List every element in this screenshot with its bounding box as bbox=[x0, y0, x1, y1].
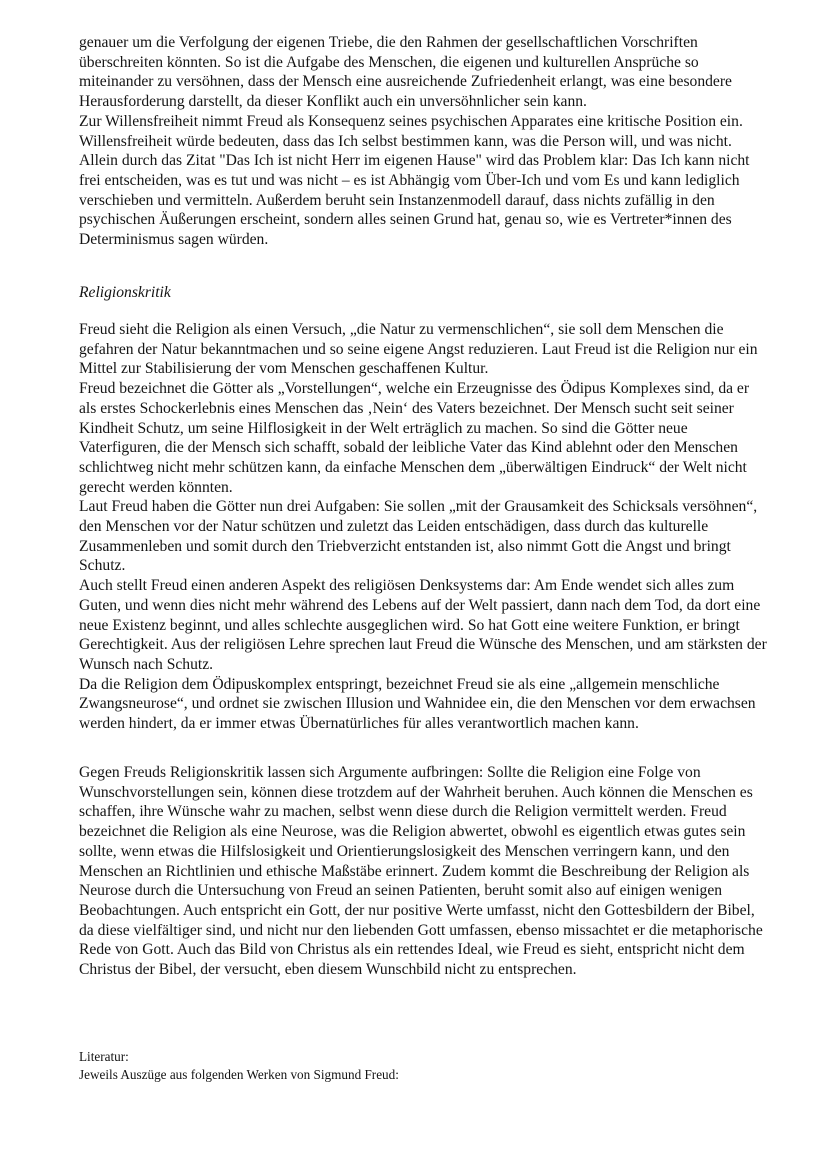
religion-paragraph-5: Da die Religion dem Ödipuskomplex entspringt, bezeichnet Freud sie als eine „allgemein menschliche Zwangsneurose“, und ordnet sie zwischen Illusion und Wahnidee ein, die den Menschen vor dem erwachsen werden hindert, da er immer etwas Übernatürliches für alles verantwortlich machen kann. bbox=[79, 675, 756, 733]
critique-paragraph: Gegen Freuds Religionskritik lassen sich Argumente aufbringen: Sollte die Religion eine Folge von Wunschvorstellungen sein, können diese trotzdem auf der Wahrheit beruhen. Auch können die Menschen es schaffen, ihre Wünsche wahr zu machen, selbst wenn diese durch die Religion vermittelt werden. Freud bezeichnet die Religion als eine Neurose, was die Religion abwertet, obwohl es eigentlich etwas gutes sein sollte, wenn etwas die Hilfslosigkeit und Orientierungslosigkeit des Menschen verringern kann, und den Menschen an Richtlinien und ethische Maßstäbe erinnert. Zudem kommt die Beschreibung der Religion als Neurose durch die Untersuchung von Freud an seinen Patienten, beruht somit also auf einigen wenigen Beobachtungen. Auch entspricht ein Gott, der nur positive Werte umfasst, nicht den Gottesbildern der Bibel, da diese vielfältiger sind, und nicht nur den liebenden Gott umfassen, ebenso missachtet er die metaphorische Rede von Gott. Auch das Bild von Christus als ein rettendes Ideal, wie Freud es sieht, entspricht nicht dem Christus der Bibel, der versucht, eben diesem Wunschbild nicht zu entsprechen. bbox=[79, 764, 763, 979]
intro-section bbox=[79, 33, 769, 250]
religion-paragraph-4: Auch stellt Freud einen anderen Aspekt des religiösen Denksystems dar: Am Ende wendet sich alles zum Guten, und wenn dies nicht mehr während des Lebens auf der Welt passiert, dann nach dem Tod, da dort eine neue Existenz beginnt, und alles schlechte ausgeglichen wird. So hat Gott eine weitere Funktion, er bringt Gerechtigkeit. Aus der religiösen Lehre sprechen laut Freud die Wünsche des Menschen, und am stärksten der Wunsch nach Schutz. bbox=[79, 577, 767, 673]
literature-label: Literatur: bbox=[79, 1049, 129, 1064]
intro-paragraph-2: Zur Willensfreiheit nimmt Freud als Konsequenz seines psychischen Apparates eine kritische Position ein. Willensfreiheit würde bedeuten, dass das Ich selbst bestimmen kann, was die Person will, und was nicht. Allein durch das Zitat "Das Ich ist nicht Herr im eigenen Hause" wird das Problem klar: Das Ich kann nicht frei entscheiden, was es tut und was nicht – es ist Abhängig vom Über-Ich und vom Es und kann lediglich verschieben und vermitteln. Außerdem beruht sein Instanzenmodell darauf, dass nichts zufällig in den psychischen Äußerungen erscheint, sondern alles seinen Grund hat, genau so, wie es Vertreter*innen des Determinismus sagen würden. bbox=[79, 112, 750, 249]
religion-section bbox=[79, 320, 769, 734]
religion-paragraph-2: Freud bezeichnet die Götter als „Vorstellungen“, welche ein Erzeugnisse des Ödipus Komplexes sind, da er als erstes Schockerlebnis eines Menschen das ‚Nein‘ des Vaters bezeichnet. Der Mensch sucht seit seiner Kindheit Schutz, um seine Hilflosigkeit in der Welt erträglich zu machen. So sind die Götter neue Vaterfiguren, die der Mensch sich schafft, sobald der leibliche Vater das Kind ablehnt oder den Menschen schlichtweg nicht mehr schützen kann, da einfache Menschen dem „überwältigen Eindruck“ der Welt nicht gerecht werden könnten. bbox=[79, 380, 750, 496]
literature-note: Jeweils Auszüge aus folgenden Werken von Sigmund Freud: bbox=[79, 1067, 399, 1082]
critique-section bbox=[79, 763, 769, 980]
religion-paragraph-3: Laut Freud haben die Götter nun drei Aufgaben: Sie sollen „mit der Grausamkeit des Schicksals versöhnen“, den Menschen vor der Natur schützen und zuletzt das Leiden entschädigen, dass durch das kulturelle Zusammenleben und somit durch den Triebverzicht entstanden ist, also nimmt Gott die Angst und bringt Schutz. bbox=[79, 498, 758, 575]
religion-paragraph-1: Freud sieht die Religion als einen Versuch, „die Natur zu vermenschlichen“, sie soll dem Menschen die gefahren der Natur bekanntmachen und so seine eigene Angst reduzieren. Laut Freud ist die Religion nur ein Mittel zur Stabilisierung der vom Menschen geschaffenen Kultur. bbox=[79, 321, 758, 378]
intro-paragraph-1: genauer um die Verfolgung der eigenen Triebe, die den Rahmen der gesellschaftlichen Vorschriften überschreiten könnten. So ist die Aufgabe des Menschen, die eigenen und kulturellen Ansprüche so miteinander zu versöhnen, dass der Mensch eine ausreichende Zufriedenheit erlangt, was eine besondere Herausforderung darstellt, da dieser Konflikt auch ein unversöhnlicher sein kann. bbox=[79, 34, 732, 111]
section-heading-religionskritik: Religionskritik bbox=[79, 284, 171, 301]
